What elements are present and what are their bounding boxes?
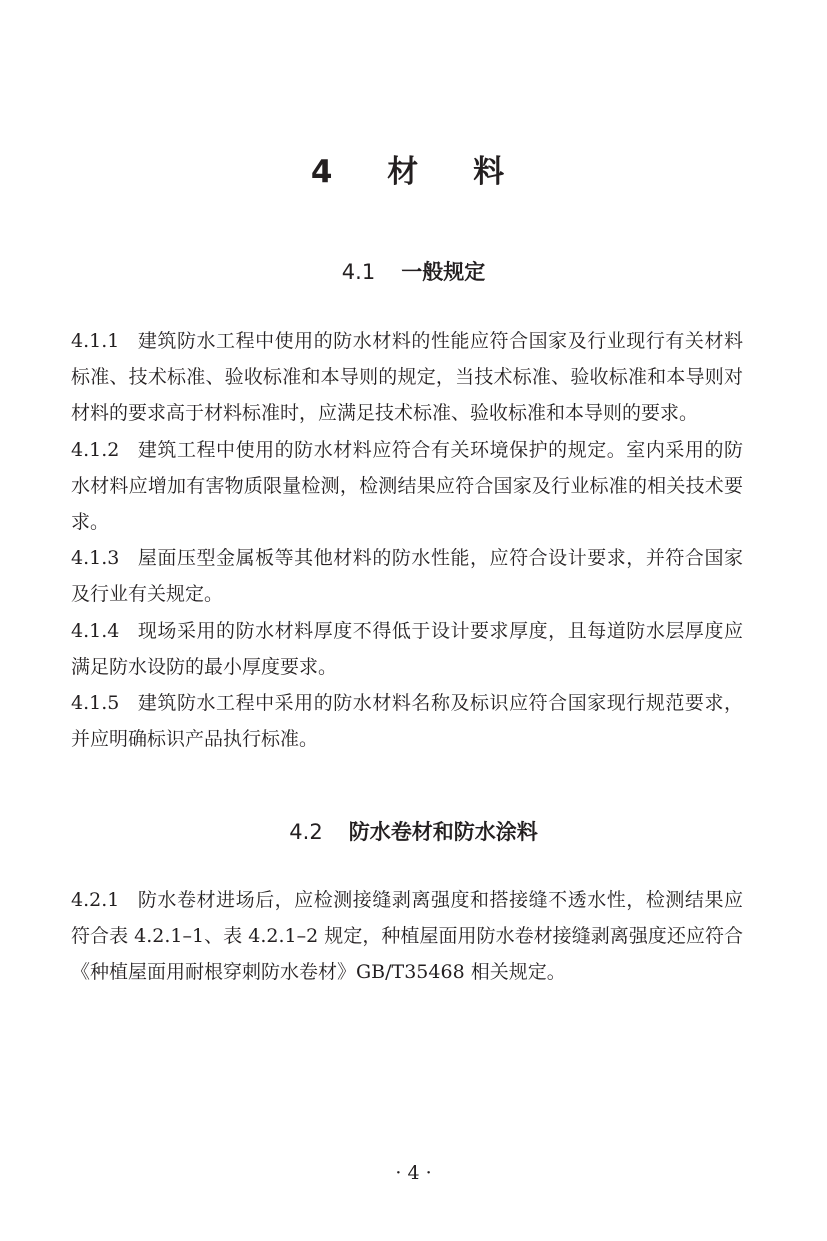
clause-text: 防水卷材进场后，应检测接缝剥离强度和搭接缝不透水性，检测结果应符合表 4.2.1–1、表 4.2.1–2 规定，种植屋面用防水卷材接缝剥离强度还应符合《种植屋面用耐根穿刺防水卷材》GB/T35468 相关规定。	[71, 889, 743, 984]
clause-number: 4.1.1	[71, 330, 120, 352]
section-title-text: 防水卷材和防水涂料	[348, 820, 538, 844]
section-number: 4.1	[341, 260, 376, 284]
clause-text: 建筑防水工程中采用的防水材料名称及标识应符合国家现行规范要求，并应明确标识产品执行标准。	[71, 692, 743, 751]
clause-text: 建筑防水工程中使用的防水材料的性能应符合国家及行业现行有关材料标准、技术标准、验收标准和本导则的规定，当技术标准、验收标准和本导则对材料的要求高于材料标准时，应满足技术标准、验收标准和本导则的要求。	[71, 330, 743, 425]
clause-number: 4.1.3	[71, 547, 120, 570]
chapter-title: 4 材 料	[310, 154, 527, 190]
section-heading-4-1	[0, 257, 827, 287]
clause-text: 屋面压型金属板等其他材料的防水性能，应符合设计要求，并符合国家及行业有关规定。	[71, 547, 743, 606]
clause-4-1-5	[71, 685, 743, 757]
clause-4-1-1	[71, 323, 743, 432]
clause-number: 4.1.2	[71, 438, 120, 461]
section-4-1-body	[71, 323, 743, 757]
clause-4-2-1	[71, 882, 743, 991]
section-number: 4.2	[289, 820, 323, 844]
clause-4-1-4	[71, 613, 743, 685]
clause-text: 建筑工程中使用的防水材料应符合有关环境保护的规定。室内采用的防水材料应增加有害物质限量检测，检测结果应符合国家及行业标准的相关技术要求。	[71, 438, 743, 534]
clause-4-1-2	[71, 432, 743, 541]
clause-number: 4.2.1	[71, 889, 120, 911]
section-title-text: 一般规定	[401, 260, 486, 284]
section-heading-4-2	[0, 817, 827, 847]
clause-number: 4.1.5	[71, 692, 120, 715]
clause-text: 现场采用的防水材料厚度不得低于设计要求厚度，且每道防水层厚度应满足防水设防的最小厚度要求。	[71, 619, 743, 678]
page-number: · 4 ·	[395, 1162, 432, 1184]
clause-number: 4.1.4	[71, 619, 120, 642]
clause-4-1-3	[71, 540, 743, 612]
section-4-2-body	[71, 882, 743, 991]
